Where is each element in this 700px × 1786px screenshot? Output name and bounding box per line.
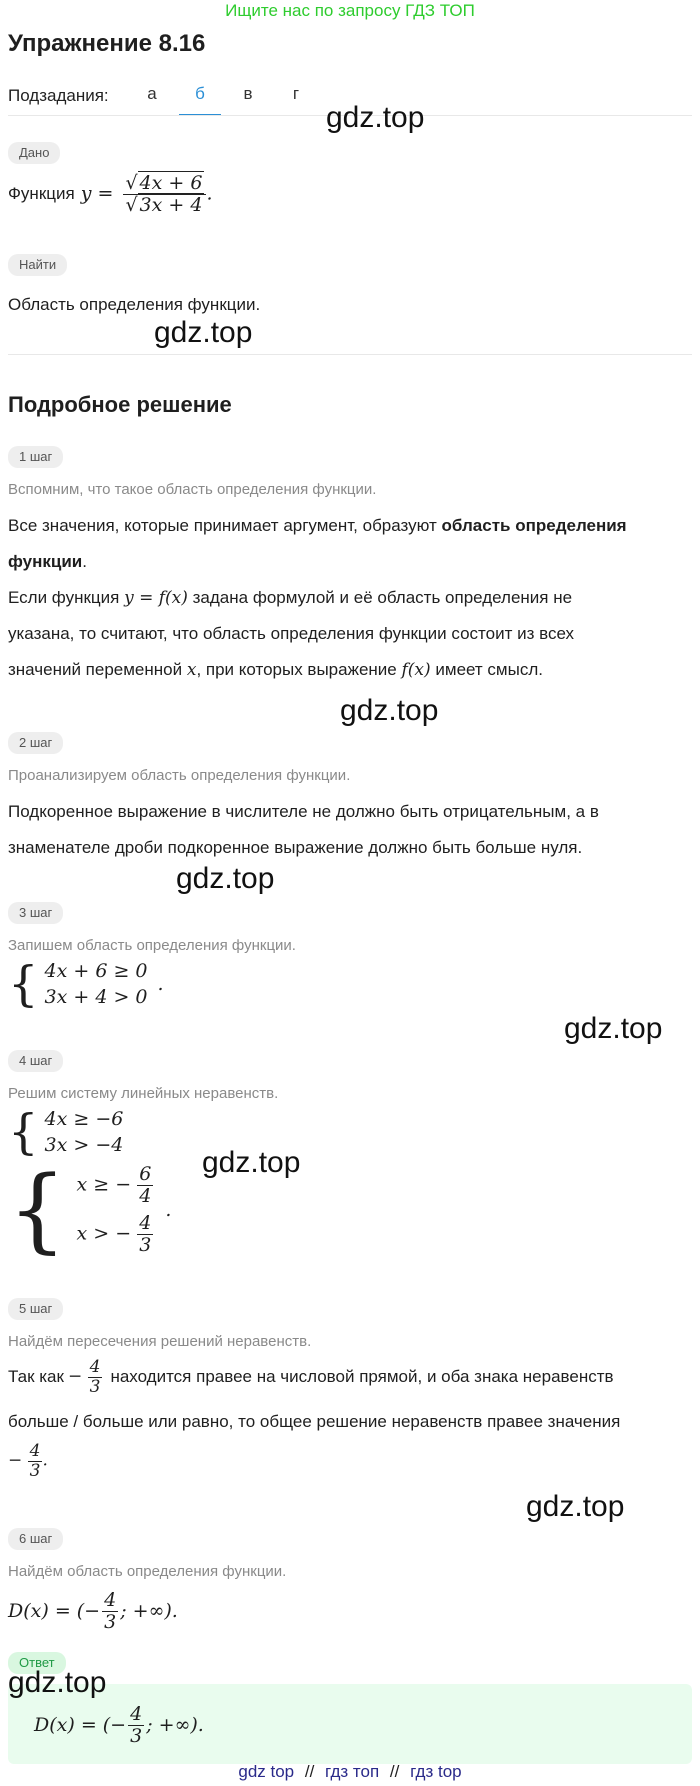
domain-result: D(x) = (− $\frac{4}{3}$ ; +∞).	[8, 1589, 178, 1633]
subtasks-label: Подзадания:	[8, 86, 109, 105]
page-title: Упражнение 8.16	[8, 30, 206, 57]
step-2-hint: Проанализируем область определения функции.	[8, 767, 351, 784]
tab-g[interactable]: г	[292, 84, 300, 103]
step-2-line-2: знаменателе дроби подкоренное выражение должно быть больше нуля.	[8, 838, 583, 857]
given-prefix: Функция	[8, 184, 75, 204]
step-1-chip: 1 шаг	[8, 446, 63, 468]
step-4-hint: Решим систему линейных неравенств.	[8, 1085, 279, 1102]
step-1-paragraph-1	[8, 508, 688, 580]
divider	[8, 354, 692, 355]
watermark: gdz.top	[340, 694, 439, 727]
step-3-chip: 3 шаг	[8, 902, 63, 924]
step-1-p2b: задана формулой и её область определения не	[192, 588, 573, 607]
tab-v[interactable]: в	[243, 84, 253, 103]
step-1-p2a: Если функция	[8, 588, 120, 607]
fraction-minus-4-3: − $\frac{4}{3}$ .	[8, 1441, 48, 1481]
system-step-4b: { x ≥ − $\frac{6}{4}$ x > − $\frac{4}{3}$ .	[8, 1156, 172, 1263]
variable-x: x	[186, 660, 197, 680]
find-text: Область определения функции.	[8, 295, 261, 314]
step-6-hint: Найдём область определения функции.	[8, 1563, 287, 1580]
step-1-p2d: значений переменной	[8, 660, 183, 679]
step-5-hint: Найдём пересечения решений неравенств.	[8, 1333, 312, 1350]
step-5-line-2: больше / больше или равно, то общее решение неравенств правее значения	[8, 1412, 621, 1431]
answer-chip: Ответ	[8, 1652, 66, 1674]
find-chip: Найти	[8, 254, 67, 276]
system-step-4a: { 4x ≥ −6 3x > −4	[8, 1104, 124, 1160]
answer-formula: D(x) = (− $\frac{4}{3}$ ; +∞).	[34, 1703, 204, 1747]
system-step-3: { 4x + 6 ≥ 0 3x + 4 > 0 .	[8, 956, 164, 1012]
watermark: gdz.top	[326, 101, 425, 134]
step-3-hint: Запишем область определения функции.	[8, 937, 296, 954]
step-1-p2c: указана, то считают, что область определения функции состоит из всех	[8, 624, 575, 643]
watermark: gdz.top	[564, 1012, 663, 1045]
step-1-p1-end: .	[82, 552, 87, 571]
given-function	[8, 173, 213, 216]
watermark: gdz.top	[526, 1490, 625, 1523]
tab-b[interactable]: б	[195, 84, 205, 103]
solution-title: Подробное решение	[8, 392, 232, 417]
footer-links	[0, 1762, 700, 1782]
formula-fx: f(x)	[401, 660, 431, 680]
step-1-paragraph-2	[8, 580, 688, 688]
step-4-chip: 4 шаг	[8, 1050, 63, 1072]
watermark: gdz.top	[176, 862, 275, 895]
watermark: gdz.top	[154, 316, 253, 349]
step-1-p2e: , при которых выражение	[196, 660, 397, 679]
step-1-hint: Вспомним, что такое область определения функции.	[8, 481, 377, 498]
step-1-p1-bold: область определения функции	[8, 516, 627, 571]
watermark: gdz.top	[8, 1666, 107, 1699]
step-1-p1-start: Все значения, которые принимает аргумент, образуют	[8, 516, 442, 535]
footer-link-1[interactable]: gdz top	[238, 1762, 295, 1781]
fraction-minus-4-3: − $\frac{4}{3}$	[67, 1357, 101, 1397]
given-chip: Дано	[8, 142, 60, 164]
step-5-l1a: Так как	[8, 1367, 64, 1387]
function-formula: y = $\frac{√ 4x + 6}{√ 3x + 4}$ .	[80, 172, 213, 216]
top-banner[interactable]: Ищите нас по запросу ГДЗ ТОП	[225, 1, 475, 20]
step-2-chip: 2 шаг	[8, 732, 63, 754]
footer-link-3[interactable]: гдз top	[410, 1762, 462, 1781]
footer-sep: //	[304, 1762, 315, 1781]
footer-link-2[interactable]: гдз топ	[325, 1762, 380, 1781]
step-2-paragraph	[8, 794, 688, 866]
step-1-p2f: имеет смысл.	[435, 660, 543, 679]
step-6-chip: 6 шаг	[8, 1528, 63, 1550]
step-5-l1b: находится правее на числовой прямой, и оба знака неравенств	[110, 1367, 614, 1387]
watermark: gdz.top	[202, 1146, 301, 1179]
tab-a[interactable]: а	[147, 84, 157, 103]
step-5-line-1	[8, 1358, 688, 1396]
step-5-chip: 5 шаг	[8, 1298, 63, 1320]
footer-sep: //	[389, 1762, 400, 1781]
step-2-line-1: Подкоренное выражение в числителе не должно быть отрицательным, а в	[8, 802, 599, 821]
formula-y-fx: y = f(x)	[124, 588, 188, 608]
